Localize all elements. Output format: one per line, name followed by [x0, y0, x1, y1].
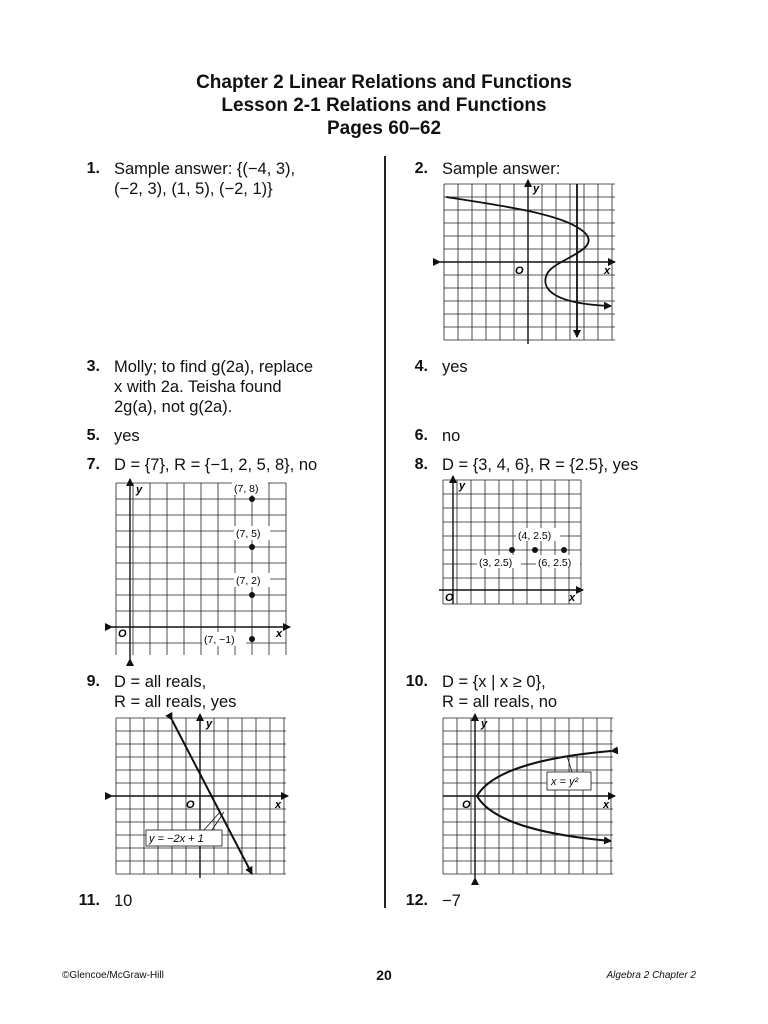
origin-label: O	[462, 799, 471, 811]
origin-label: O	[445, 592, 454, 604]
graph-8	[443, 480, 581, 604]
grid	[443, 480, 581, 604]
answer-7-text: D = {7}, R = {−1, 2, 5, 8}, no	[114, 456, 318, 474]
point-6-2.5	[561, 547, 567, 553]
point-label-7-2: (7, 2)	[236, 575, 261, 587]
point-4-2.5	[532, 547, 538, 553]
x-axis-label: x	[276, 628, 283, 640]
answer-10-text: D = {x | x ≥ 0}, R = all reals, no	[442, 673, 558, 711]
y-axis-label: y	[459, 480, 466, 492]
x-axis-label: x	[569, 592, 576, 604]
origin-label: O	[515, 265, 524, 277]
graph-2	[444, 184, 615, 341]
answer-2-number: 2.	[414, 160, 428, 177]
point-7-2	[249, 592, 255, 598]
answer-3-number: 3.	[86, 358, 100, 375]
answer-12-number: 12.	[405, 892, 428, 909]
equation-label: x = y²	[551, 776, 579, 788]
lesson-title: Lesson 2-1 Relations and Functions	[221, 95, 547, 116]
book-chapter: Algebra 2 Chapter 2	[606, 970, 696, 981]
y-axis-label: y	[533, 183, 540, 195]
x-axis-label: x	[275, 799, 282, 811]
chapter-title: Chapter 2 Linear Relations and Functions	[196, 72, 572, 93]
point-label-7-8: (7, 8)	[234, 483, 259, 495]
point-label-4-2.5: (4, 2.5)	[518, 530, 552, 542]
answer-7-number: 7.	[86, 456, 100, 473]
answer-8-text: D = {3, 4, 6}, R = {2.5}, yes	[442, 456, 639, 474]
answer-3-text: Molly; to find g(2a), replace x with 2a. Teisha found 2g(a), not g(2a).	[114, 358, 314, 416]
point-label-6-2.5: (6, 2.5)	[538, 557, 572, 569]
point-label-3-2.5: (3, 2.5)	[479, 557, 513, 569]
y-axis-label: y	[136, 484, 143, 496]
graph-7	[116, 483, 286, 655]
answer-11-text: 10	[114, 892, 133, 910]
column-divider	[384, 156, 386, 908]
answer-12-text: −7	[442, 892, 461, 910]
x-axis-label: x	[604, 265, 611, 277]
answer-9-number: 9.	[86, 673, 100, 690]
point-label-7-5: (7, 5)	[236, 528, 261, 540]
point-label-7-neg1: (7, −1)	[204, 634, 235, 646]
answer-4-text: yes	[442, 358, 468, 376]
line-graph	[172, 720, 252, 874]
answer-8-number: 8.	[414, 456, 428, 473]
point-7-8	[249, 496, 255, 502]
answer-1-text: Sample answer: {(−4, 3), (−2, 3), (1, 5), (−2, 1)}	[114, 160, 296, 198]
answer-6-text: no	[442, 427, 461, 445]
grid	[116, 483, 286, 655]
answer-9-text: D = all reals, R = all reals, yes	[114, 673, 237, 711]
answer-11-number: 11.	[78, 892, 100, 909]
graph-9	[116, 718, 286, 875]
point-7-neg1	[249, 636, 255, 642]
answer-1-number: 1.	[86, 160, 100, 177]
origin-label: O	[186, 799, 195, 811]
answer-4-number: 4.	[414, 358, 428, 375]
answer-6-number: 6.	[414, 427, 428, 444]
answer-2-text: Sample answer:	[442, 160, 561, 178]
answer-5-number: 5.	[86, 427, 100, 444]
pages-title: Pages 60–62	[326, 118, 442, 139]
y-axis-label: y	[481, 718, 488, 730]
equation-label: y = −2x + 1	[149, 833, 204, 845]
x-axis-label: x	[603, 799, 610, 811]
y-axis-label: y	[206, 718, 213, 730]
graph-10	[443, 718, 613, 875]
origin-label: O	[118, 628, 127, 640]
page-number: 20	[376, 967, 392, 983]
copyright: ©Glencoe/McGraw-Hill	[62, 970, 164, 981]
answer-5-text: yes	[114, 427, 140, 445]
answer-10-number: 10.	[405, 673, 428, 690]
point-7-5	[249, 544, 255, 550]
point-3-2.5	[509, 547, 515, 553]
